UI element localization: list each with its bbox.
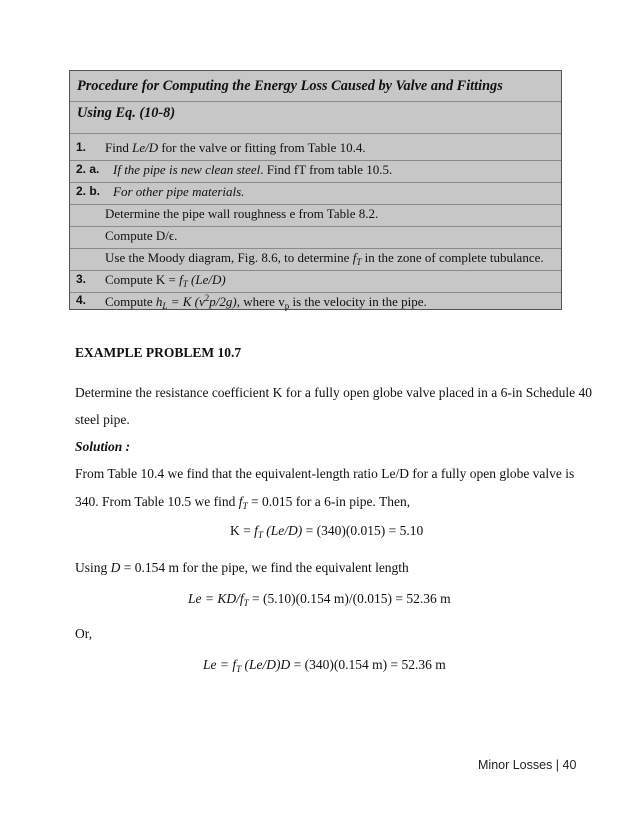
divider bbox=[70, 248, 561, 249]
divider bbox=[70, 182, 561, 183]
problem-line-2: steel pipe. bbox=[75, 412, 130, 427]
procedure-title-line1: Procedure for Computing the Energy Loss Caused by Valve and Fittings bbox=[77, 78, 503, 94]
using-line: Using D = 0.154 m for the pipe, we find the equivalent length bbox=[75, 560, 409, 575]
equation-k: $K = f_T$ (Le/D) = (340)(0.015) = 5.10 bbox=[230, 523, 424, 540]
step-number: 4. bbox=[76, 293, 87, 307]
or-label: Or, bbox=[75, 626, 93, 641]
step-number: 2. a. bbox=[76, 162, 100, 176]
example-heading: EXAMPLE PROBLEM 10.7 bbox=[75, 345, 242, 360]
problem-line-1: Determine the resistance coefficient K for a fully open globe valve placed in a 6-in Schedule 40 bbox=[75, 385, 593, 400]
step-number: 2. b. bbox=[76, 184, 101, 198]
procedure-title-line2: Using Eq. (10-8) bbox=[77, 105, 176, 121]
divider bbox=[70, 270, 561, 271]
divider bbox=[70, 226, 561, 227]
solution-label: Solution : bbox=[75, 439, 131, 454]
step-number: 1. bbox=[76, 140, 87, 154]
procedure-box: Procedure for Computing the Energy Loss Caused by Valve and Fittings Using Eq. (10-8) 1. Find Le/D for the valve or fitting from Table 10.4. 2. a. If the pipe is new clean steel. Find fT from table 10.5. 2. b. For other pipe materials. Determine the pipe wall roughness e from Table 8.2. Compute D/ϵ. Use the Moody diagram, Fig. 8.6, to determine $f_T$ in the zone of complete tubulance. 3. Compute $K = f_T$ (Le/D) 4. Compute $h_L = K$ $(v^2p/2g)$, where $v_p$ is the velocity in the pipe. bbox=[69, 70, 562, 310]
divider bbox=[70, 101, 561, 102]
divider bbox=[70, 133, 561, 134]
page-footer: Minor Losses | 40 bbox=[478, 758, 577, 772]
equation-le-2: $Le = f_T$ (Le/D)D = (340)(0.154 m) = 52.36 m bbox=[203, 657, 446, 674]
step-number: 3. bbox=[76, 272, 87, 286]
solution-line-2: 340. From Table 10.5 we find $f_T = 0.015$ for a 6-in pipe. Then, bbox=[75, 494, 411, 511]
divider bbox=[70, 204, 561, 205]
divider bbox=[70, 160, 561, 161]
equation-le-1: $Le = KD/f_T = (5.10)(0.154$ m)/(0.015) = 52.36 m bbox=[188, 591, 451, 608]
solution-line-1: From Table 10.4 we find that the equivalent-length ratio Le/D for a fully open globe valve is bbox=[75, 466, 575, 481]
